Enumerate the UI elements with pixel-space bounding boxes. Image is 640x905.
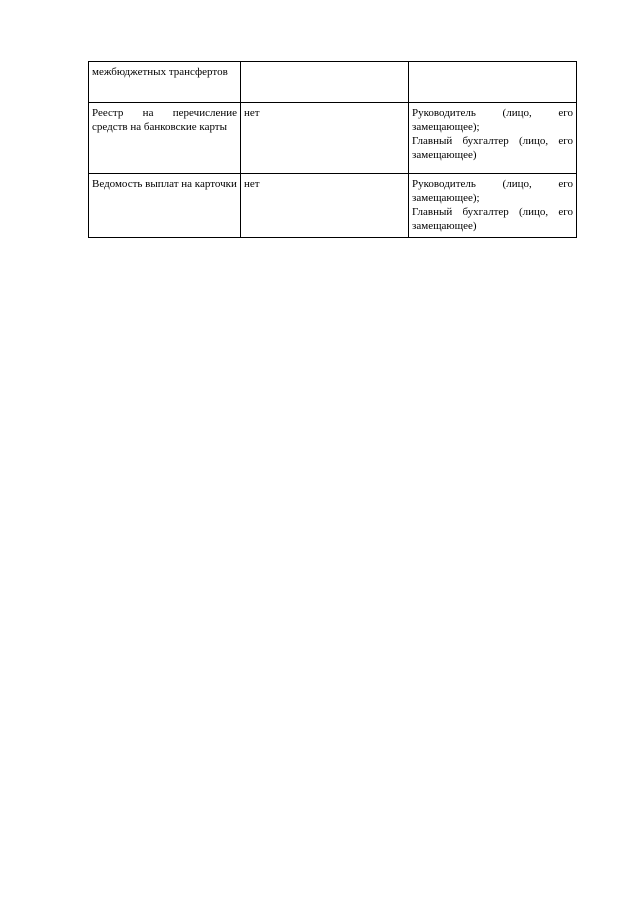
table-row [89, 62, 577, 103]
document-name-cell [89, 174, 241, 238]
signer-head: Руководитель (лицо, его замещающее); [412, 178, 573, 204]
signature-flag-text: нет [244, 107, 260, 119]
signer-head: Руководитель (лицо, его замещающее); [412, 107, 573, 133]
table-row [89, 174, 577, 238]
signature-flag-cell [241, 103, 409, 174]
document-name-text: Ведомость выплат на карточки [92, 178, 237, 190]
document-name-cell [89, 103, 241, 174]
document-name-text: Реестр на перечисление средств на банковские карты [92, 107, 237, 133]
signature-flag-cell [241, 174, 409, 238]
table-row [89, 103, 577, 174]
document-name-text: межбюджетных трансфертов [92, 66, 228, 78]
signatures-table [88, 61, 577, 238]
signature-flag-text: нет [244, 178, 260, 190]
signer-chief-accountant: Главный бухгалтер (лицо, его замещающее) [412, 135, 573, 161]
signers-cell [409, 62, 577, 103]
document-name-cell [89, 62, 241, 103]
signers-cell [409, 174, 577, 238]
signers-cell [409, 103, 577, 174]
signature-flag-cell [241, 62, 409, 103]
signer-chief-accountant: Главный бухгалтер (лицо, его замещающее) [412, 206, 573, 232]
